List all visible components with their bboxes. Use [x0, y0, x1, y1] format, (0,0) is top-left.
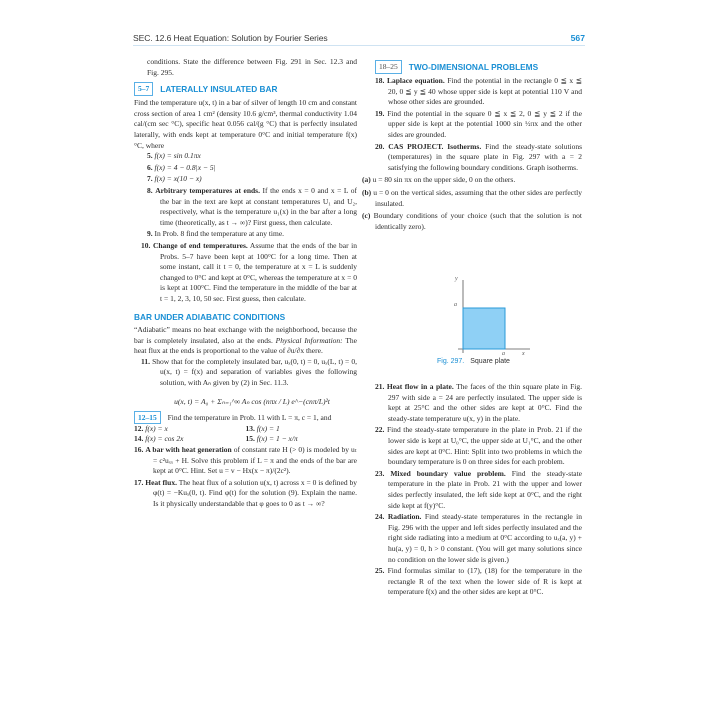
a-label-y: a: [454, 302, 457, 308]
equation: u(x, t) = A₀ + Σₙ₌₁^∞ Aₙ cos (nπx / L) e^−(cnπ/L)²t: [174, 396, 330, 406]
problem-5: 5. f(x) = sin 0.1πx: [147, 151, 201, 161]
section-heading-adiabatic: [134, 312, 357, 323]
figure-caption-text: Square plate: [470, 358, 510, 365]
section-heading-12-15: [134, 413, 357, 424]
problem-15: 15. f(x) = 1 − x/π: [245, 434, 298, 444]
problem-21: 21. Heat flow in a plate. The faces of the thin square plate in Fig. 297 with side a = 24 are perfectly insulated. The upper side is kept at 25°C and the other sides are kept at 0°C. Find the steady-state temperature u(x, y) in the plate.: [375, 382, 583, 423]
problem-24: 24. Radiation. Find steady-state temperatures in the rectangle in Fig. 296 with the upper and left sides perfectly insulated and the right side radiating into a medium at 0°C according to uₓ(a, y) + hu(a, y) = 0, h > 0 constant. (You will get many solutions since no condition on the lower side is given.): [375, 512, 582, 564]
section-heading-title: TWO-DIMENSIONAL PROBLEMS: [408, 61, 539, 72]
problem-10: 10. Change of end temperatures. Assume that the ends of the bar in Probs. 5–7 have been kept at 100°C for a long time. Then at some instant, call it t = 0, the temperature at x = L is suddenly changed to 0°C and kept at 0°C, whereas the temperature at x = 0 is kept at 100°C. Find the temperature in the middle of the bar at t = 1, 2, 3, 10, 50 sec. First guess, then calculate.: [141, 240, 357, 303]
right-column-lower: [375, 382, 582, 599]
x-axis-label: x: [522, 351, 525, 357]
problem-9: 9. In Prob. 8 find the temperature at any time.: [147, 229, 285, 239]
problem-18: 18. Laplace equation. Find the potential in the rectangle 0 ≦ x ≦ 20, 0 ≦ y ≦ 40 whose upper side is kept at potential 110 V and whose other sides are grounded.: [375, 76, 583, 107]
section-heading-5-7: [134, 82, 357, 96]
intro-text: conditions. State the difference between Fig. 291 in Sec. 12.3 and Fig. 295.: [147, 57, 357, 77]
problem-7: 7. f(x) = x(10 − x): [147, 174, 202, 184]
section-heading-title: LATERALLY INSULATED BAR: [160, 83, 278, 94]
problem-grid: [134, 424, 357, 435]
problem-14: 14. f(x) = cos 2x: [134, 434, 184, 444]
problem-20b: (b) u = 0 on the vertical sides, assuming that the other sides are perfectly insulated.: [362, 187, 582, 208]
section-text: “Adiabatic” means no heat exchange with the neighborhood, because the bar is completely insulated, also at the ends. Physical Information: The heat flux at the ends is proportional to the value of ∂u/∂x there.: [134, 325, 357, 356]
figure-caption: [437, 358, 510, 365]
section-heading-title: BAR UNDER ADIABATIC CONDITIONS: [134, 312, 286, 323]
problem-23: 23. Mixed boundary value problem. Find the steady-state temperature in the plate in Prob. 21 with the upper and lower sides perfectly insulated, the left side kept at 0°C, and the right side kept at f(y)°C.: [375, 468, 583, 510]
section-title: SEC. 12.6 Heat Equation: Solution by Fourier Series: [133, 33, 328, 43]
left-column: [134, 57, 358, 511]
problem-12: 12. f(x) = x: [134, 423, 168, 433]
problem-8: 8. Arbitrary temperatures at ends. If the ends x = 0 and x = L of the bar in the text are kept at constant temperatures U₁ and U₂, respectively, what is the temperature u₁(x) in the bar after a long time (theoretically, as t → ∞)? First guess, then calculate.: [147, 185, 358, 227]
problem-19: 19. Find the potential in the square 0 ≦ x ≦ 2, 0 ≦ y ≦ 2 if the upper side is kept at the potential 1000 sin ½πx and the other sides are grounded.: [375, 108, 582, 139]
problem-20a: (a) u = 80 sin πx on the upper side, 0 on the others.: [362, 175, 516, 185]
plate-square: [463, 308, 505, 349]
problem-range-badge: 5–7: [134, 82, 153, 96]
page-header: [133, 31, 585, 46]
problem-22: 22. Find the steady-state temperature in the plate in Prob. 21 if the lower side is kept at U₀°C, the upper side at U₁°C, and the other sides are kept at 0°C. Hint: Split into two problems in which the boundary temperature is 0 on three sides for each problem.: [375, 425, 583, 467]
section-heading-18-25: [375, 60, 582, 74]
figure-number: Fig. 297.: [437, 358, 465, 365]
problem-20: 20. CAS PROJECT. Isotherms. Find the steady-state solutions (temperatures) in the square plate in Fig. 297 with a = 2 satisfying the following boundary conditions. Graph isotherms.: [375, 141, 583, 172]
a-label-x: a: [502, 351, 505, 357]
figure-square-plate: [430, 278, 570, 370]
problem-grid: [134, 434, 357, 445]
problem-16: 16. A bar with heat generation of constant rate H (> 0) is modeled by uₜ = c²uₓₓ + H. Solve this problem if L = π and the ends of the bar are kept at 0°C. Hint. Set u = v − Hx(x − π)/(2c²).: [134, 445, 358, 476]
problem-range-badge: 12–15: [134, 411, 161, 424]
y-axis-label: y: [455, 276, 458, 282]
square-plate-diagram: [430, 278, 570, 358]
problem-25: 25. Find formulas similar to (17), (18) for the temperature in the rectangle R of the text when the lower side of R is kept at temperature f(x) and the other sides are kept at 0°C.: [375, 566, 582, 597]
problem-range-badge: 18–25: [375, 60, 402, 74]
problem-11: 11. Show that for the completely insulated bar, uₓ(0, t) = 0, uₓ(L, t) = 0, u(x, t) = f(x) and separation of variables gives the following solution, with Aₙ given by (2) in Sec. 11.3.: [141, 356, 358, 388]
section-text: Find the temperature u(x, t) in a bar of silver of length 10 cm and constant cross section of area 1 cm² (density 10.6 g/cm³, thermal conductivity 1.04 cal/(cm sec °C), specific heat 0.056 cal/(g °C) that is perfectly insulated laterally, with ends kept at temperature 0°C and initial temperature f(x) °C, where: [134, 98, 357, 150]
problem-17: 17. Heat flux. The heat flux of a solution u(x, t) across x = 0 is defined by φ(t) = −Kuₓ(0, t). Find φ(t) for the solution (9). Explain the name. Is it physically understandable that φ goes to 0 as t → ∞?: [134, 477, 357, 508]
section-text: Find the temperature in Prob. 11 with L = π, c = 1, and: [167, 413, 332, 423]
right-column: [362, 57, 583, 234]
problem-20c: (c) Boundary conditions of your choice (such that the solution is not identically zero).: [362, 211, 582, 231]
problem-13: 13. f(x) = 1: [245, 423, 280, 433]
problem-6: 6. f(x) = 4 − 0.8|x − 5|: [147, 162, 216, 172]
page-number: 567: [570, 33, 585, 43]
